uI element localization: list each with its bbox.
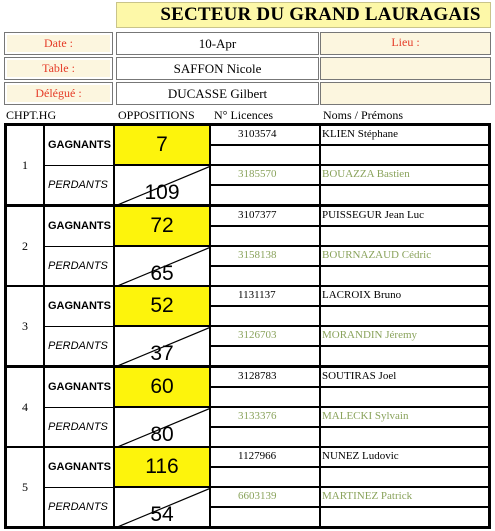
delegue-label: Délégué : [4, 82, 113, 105]
delegue-field[interactable]: DUCASSE Gilbert [116, 82, 319, 105]
winner-score[interactable]: 116 [114, 447, 210, 487]
winner-name: LACROIX Bruno [322, 289, 402, 301]
name-cell-empty[interactable] [320, 387, 489, 407]
losers-label: PERDANTS [48, 340, 108, 352]
licence-cell-empty[interactable] [210, 427, 320, 447]
winners-label: GAGNANTS [48, 220, 111, 232]
licence-cell-empty[interactable] [210, 306, 320, 326]
lieu-label: Lieu : [320, 32, 491, 55]
date-label: Date : [4, 32, 113, 55]
date-field[interactable]: 10-Apr [116, 32, 319, 55]
loser-licence: 3126703 [238, 329, 277, 341]
name-cell-empty[interactable] [320, 145, 489, 165]
licence-cell-empty[interactable] [210, 346, 320, 366]
winner-score[interactable]: 7 [114, 125, 210, 165]
col-licences: N° Licences [214, 108, 274, 122]
loser-name: MARTINEZ Patrick [322, 490, 413, 502]
loser-name: BOUAZZA Bastien [322, 168, 410, 180]
col-oppositions: OPPOSITIONS [118, 108, 195, 122]
loser-licence: 3133376 [238, 410, 277, 422]
name-cell-empty[interactable] [320, 427, 489, 447]
losers-label: PERDANTS [48, 421, 108, 433]
table-field[interactable]: SAFFON Nicole [116, 57, 319, 80]
licence-cell-empty[interactable] [210, 266, 320, 286]
loser-score[interactable] [114, 326, 210, 366]
lieu-field[interactable] [320, 57, 491, 80]
name-cell-empty[interactable] [320, 507, 489, 527]
match-rank: 5 [22, 479, 28, 494]
winner-name: NUNEZ Ludovic [322, 450, 399, 462]
match-divider [6, 527, 489, 529]
winner-score[interactable]: 52 [114, 286, 210, 326]
winner-licence: 3128783 [238, 370, 277, 382]
loser-score[interactable] [114, 165, 210, 205]
winner-licence: 3103574 [238, 128, 277, 140]
licence-cell-empty[interactable] [210, 467, 320, 487]
losers-label: PERDANTS [48, 179, 108, 191]
loser-name: MALECKI Sylvain [322, 410, 409, 422]
sheet-title: SECTEUR DU GRAND LAURAGAIS [116, 2, 491, 28]
winners-label: GAGNANTS [48, 139, 111, 151]
winner-licence: 1131137 [238, 289, 276, 301]
winner-licence: 3107377 [238, 209, 277, 221]
licence-cell-empty[interactable] [210, 145, 320, 165]
loser-score[interactable] [114, 487, 210, 527]
winner-name: PUISSEGUR Jean Luc [322, 209, 425, 221]
loser-licence: 3185570 [238, 168, 277, 180]
winners-label: GAGNANTS [48, 461, 111, 473]
loser-score-value: 80 [150, 423, 174, 446]
name-cell-empty[interactable] [320, 185, 489, 205]
winners-label: GAGNANTS [48, 300, 111, 312]
loser-score[interactable] [114, 246, 210, 286]
loser-name: BOURNAZAUD Cédric [322, 249, 432, 261]
losers-label: PERDANTS [48, 260, 108, 272]
licence-cell-empty[interactable] [210, 387, 320, 407]
table-label: Table : [4, 57, 113, 80]
licence-cell-empty[interactable] [210, 226, 320, 246]
col-noms: Noms / Prémons [323, 108, 404, 122]
col-chpt: CHPT.HG [6, 108, 57, 122]
winner-name: KLIEN Stéphane [322, 128, 399, 140]
losers-label: PERDANTS [48, 501, 108, 513]
match-rank: 2 [22, 238, 28, 253]
loser-score[interactable] [114, 407, 210, 447]
loser-score-value: 109 [144, 181, 180, 204]
loser-licence: 6603139 [238, 490, 277, 502]
winner-name: SOUTIRAS Joel [322, 370, 397, 382]
match-rank: 1 [22, 157, 28, 172]
winner-score[interactable]: 60 [114, 367, 210, 407]
licence-cell-empty[interactable] [210, 507, 320, 527]
name-cell-empty[interactable] [320, 467, 489, 487]
name-cell-empty[interactable] [320, 306, 489, 326]
extra-field[interactable] [320, 82, 491, 105]
loser-name: MORANDIN Jéremy [322, 329, 418, 341]
winner-score[interactable]: 72 [114, 206, 210, 246]
name-cell-empty[interactable] [320, 226, 489, 246]
match-rank: 4 [22, 399, 28, 414]
winners-label: GAGNANTS [48, 381, 111, 393]
loser-score-value: 65 [150, 262, 174, 285]
match-rank: 3 [22, 318, 28, 333]
name-cell-empty[interactable] [320, 346, 489, 366]
winner-licence: 1127966 [238, 450, 277, 462]
loser-licence: 3158138 [238, 249, 277, 261]
name-cell-empty[interactable] [320, 266, 489, 286]
licence-cell-empty[interactable] [210, 185, 320, 205]
loser-score-value: 54 [150, 503, 174, 526]
loser-score-value: 37 [150, 342, 174, 365]
